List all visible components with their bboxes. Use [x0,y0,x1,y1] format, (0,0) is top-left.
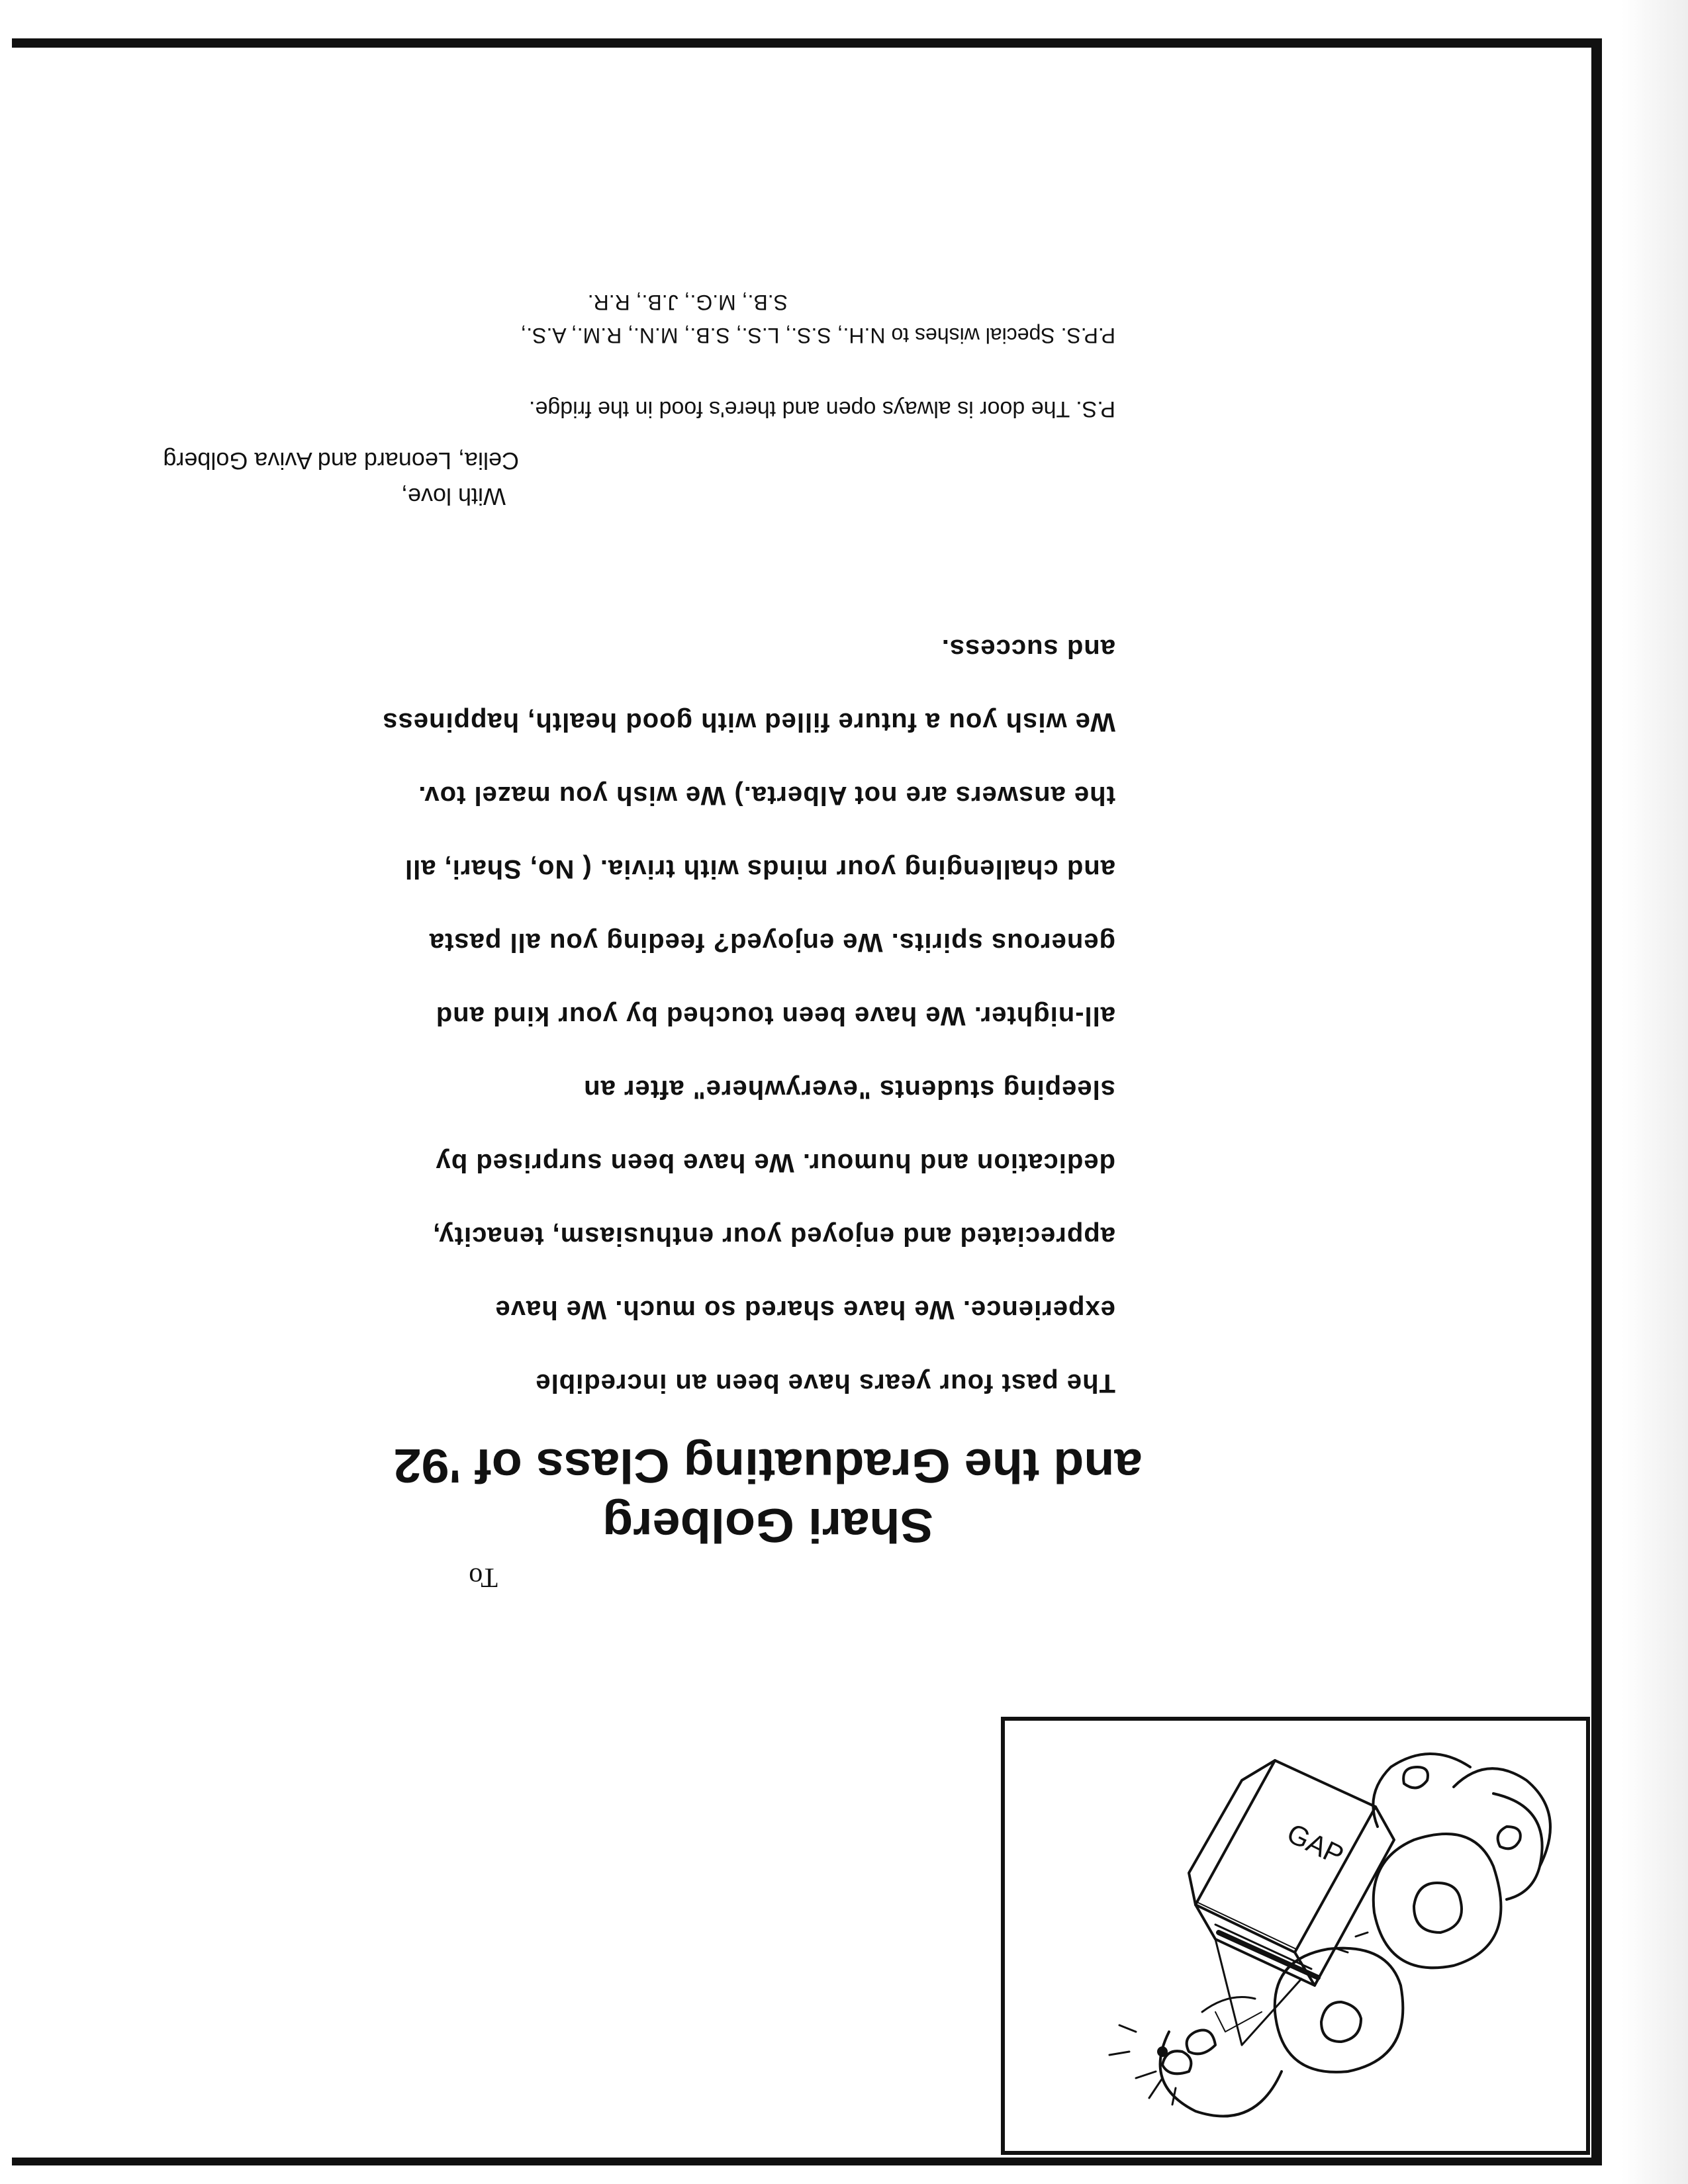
postscript: P.S. The door is always open and there's food in the fridge. [528,396,1115,422]
upside-down-page [12,38,1602,2165]
pps-line-1: P.P.S. Special wishes to N.H., S.S., L.S., S.B., M.N., R.M., A.S., [520,324,1115,347]
body-line: generous spirits. We enjoyed? feeding you all pasta [428,928,1115,957]
bag-label: GAP [1282,1817,1349,1871]
body-line: and success. [941,634,1115,663]
closing-salutation: With love, [400,483,506,510]
to-label: To [469,1562,498,1592]
body-line: dedication and humour. We have been surprised by [435,1148,1115,1177]
pasta-bag-drawing [1005,1721,1586,2151]
body-line: The past four years have been an incredible [535,1369,1115,1398]
letter-a-blob [1374,1834,1501,1968]
scan-edge [1622,0,1688,2184]
body-line: We wish you a future filled with good health, happiness [382,707,1115,737]
recipient-heading [365,1435,1171,1555]
body-line: sleeping students "everywhere" after an [583,1075,1115,1104]
body-line: appreciated and enjoyed your enthusiasm, tenacity, [432,1222,1115,1251]
pps-line-2: S.B., M.G., J.B., R.R. [587,291,788,314]
letter-body [295,590,1115,1398]
recipient-line-2: and the Graduating Class of '92 [393,1439,1143,1492]
body-line: experience. We have shared so much. We have [494,1295,1115,1324]
closing-block [163,443,519,514]
signatures: Celia, Leonard and Aviva Golberg [163,447,519,475]
recipient-line-1: Shari Golberg [602,1498,933,1551]
body-line: all-nighter. We have been touched by your kind and [435,1001,1115,1030]
body-line: the answers are not Alberta.) We wish you mazel tov. [418,781,1115,810]
post-postscript [520,286,1115,352]
body-line: and challenging your minds with trivia. ( No, Shari, all [404,854,1115,884]
bag-top-edge [1196,1905,1315,1985]
cartoon-illustration [1001,1717,1590,2155]
